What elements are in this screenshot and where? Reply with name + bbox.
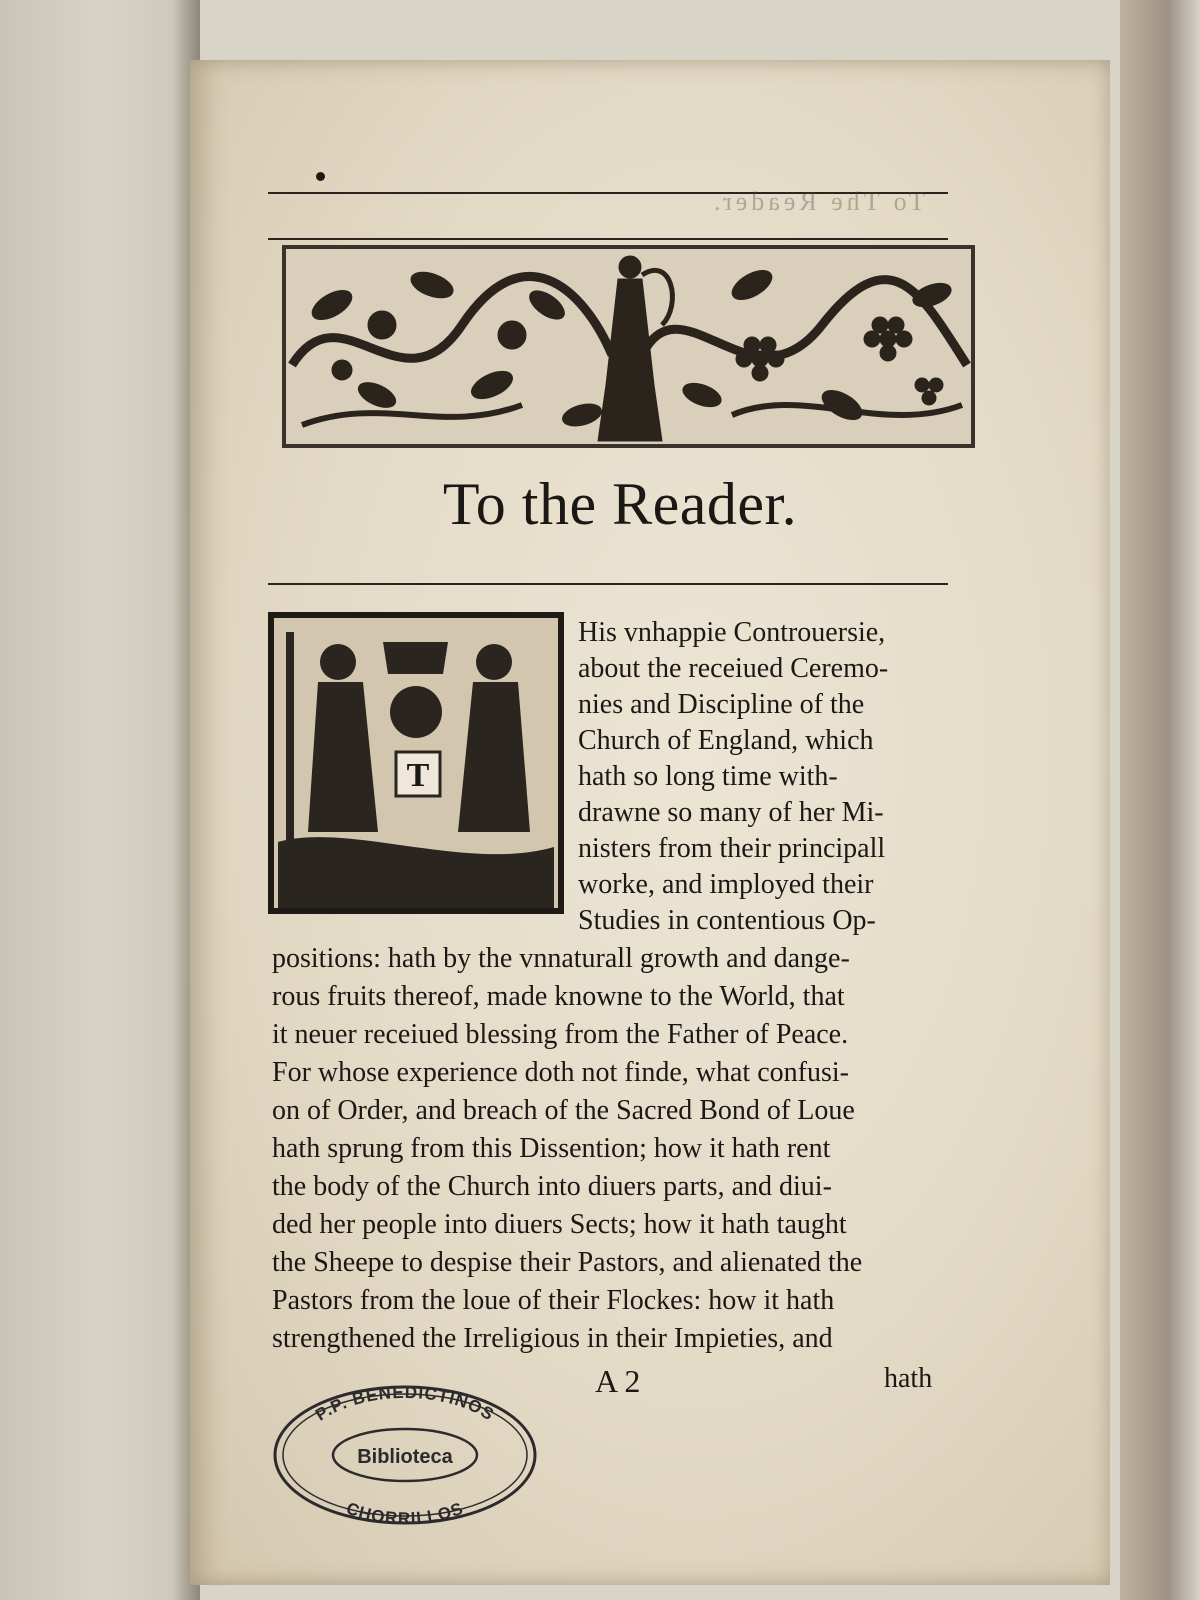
body-line: For whose experience doth not finde, what confusi- bbox=[272, 1057, 849, 1088]
decorated-initial-woodcut bbox=[268, 612, 564, 914]
body-line: Pastors from the loue of their Flockes: how it hath bbox=[272, 1285, 835, 1316]
page-title: To the Reader. bbox=[442, 471, 798, 537]
body-line: it neuer receiued blessing from the Father of Peace. bbox=[272, 1019, 849, 1050]
body-line: nies and Discipline of the bbox=[578, 689, 865, 720]
running-head-showthrough: To The Reader. bbox=[710, 187, 925, 216]
body-line: the Sheepe to despise their Pastors, and alienated the bbox=[272, 1247, 863, 1278]
initial-letter: T bbox=[406, 757, 430, 794]
body-line: worke, and imployed their bbox=[578, 869, 874, 900]
body-line: rous fruits thereof, made knowne to the World, that bbox=[272, 981, 845, 1012]
catchword: hath bbox=[884, 1363, 933, 1394]
body-line: positions: hath by the vnnaturall growth and dange- bbox=[272, 943, 850, 974]
body-line: on of Order, and breach of the Sacred Bond of Loue bbox=[272, 1095, 855, 1126]
ink-dot bbox=[316, 172, 325, 181]
body-line: nisters from their principall bbox=[578, 833, 886, 864]
body-line: the body of the Church into diuers parts, and diui- bbox=[272, 1171, 832, 1202]
library-stamp bbox=[270, 1380, 540, 1525]
body-line: hath sprung from this Dissention; how it hath rent bbox=[272, 1133, 831, 1164]
body-line: drawne so many of her Mi- bbox=[578, 797, 884, 828]
book-edge bbox=[1120, 0, 1200, 1600]
svg-text:P.P. BENEDICTINOS bbox=[312, 1383, 498, 1425]
body-line: Studies in contentious Op- bbox=[578, 905, 876, 936]
body-line: His vnhappie Controuersie, bbox=[578, 617, 886, 648]
body-line: ded her people into diuers Sects; how it hath taught bbox=[272, 1209, 847, 1240]
woodcut-headpiece bbox=[282, 245, 975, 448]
body-line: hath so long time with- bbox=[578, 761, 838, 792]
stamp-top-text: P.P. BENEDICTINOS bbox=[312, 1382, 498, 1425]
facing-page bbox=[0, 0, 200, 1600]
body-line: Church of England, which bbox=[578, 725, 874, 756]
header-rule-bottom bbox=[268, 238, 948, 240]
stamp-bottom-text: CHORRILLOS bbox=[343, 1498, 467, 1525]
body-line: strengthened the Irreligious in their Impieties, and bbox=[272, 1323, 833, 1354]
body-line: about the receiued Ceremo- bbox=[578, 653, 889, 684]
stamp-center-text: Biblioteca bbox=[357, 1446, 453, 1468]
signature-mark: A 2 bbox=[595, 1363, 641, 1399]
svg-text:CHORRILLOS bbox=[344, 1499, 467, 1525]
title-rule bbox=[268, 583, 948, 585]
